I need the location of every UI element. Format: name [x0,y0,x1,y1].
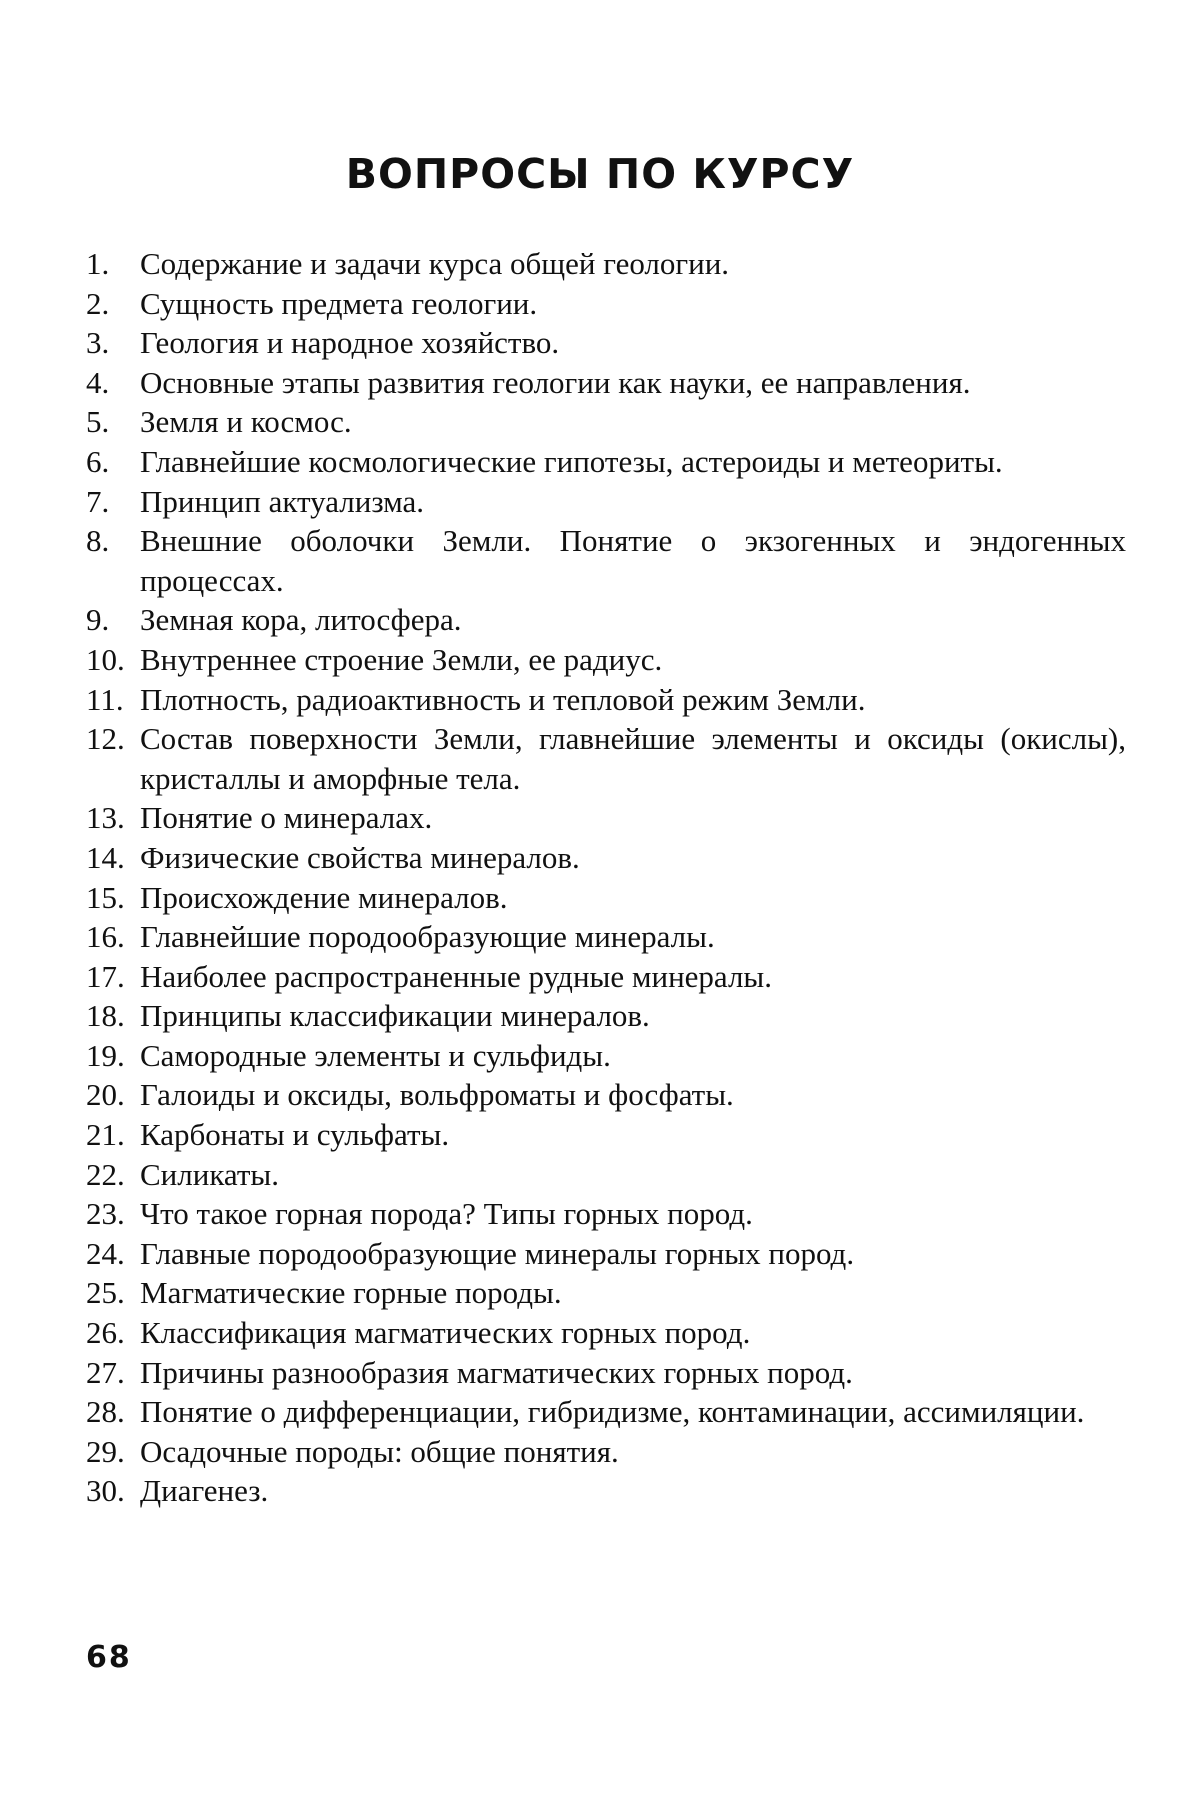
question-item [86,1313,1126,1353]
question-number: 25. [86,1275,125,1311]
question-text: Диагенез. [140,1473,269,1509]
question-item [86,1234,1126,1274]
question-number: 24. [86,1235,125,1271]
question-text: Понятие о минералах. [140,800,433,836]
question-item [86,244,1126,284]
question-number: 19. [86,1037,125,1073]
question-text: Основные этапы развития геологии как науки, ее направления. [140,364,971,400]
question-text: Происхождение минералов. [140,879,508,915]
question-number: 26. [86,1315,125,1351]
question-number: 13. [86,800,125,836]
question-text: Силикаты. [140,1156,280,1192]
question-text: Принципы классификации минералов. [140,998,650,1034]
question-text: Главные породообразующие минералы горных пород. [140,1235,855,1271]
question-number: 20. [86,1077,125,1113]
question-item [86,957,1126,997]
question-text: Наиболее распространенные рудные минералы. [140,958,773,994]
question-item [86,996,1126,1036]
question-item [86,442,1126,482]
question-text: Главнейшие породообразующие минералы. [140,919,715,955]
question-item [86,1194,1126,1234]
question-text: Магматические горные породы. [140,1275,562,1311]
question-number: 11. [86,681,124,717]
question-number: 17. [86,958,125,994]
question-item [86,680,1126,720]
question-number: 16. [86,919,125,955]
question-text: Внешние оболочки Земли. Понятие о экзогенных и эндогенных процессах. [140,523,1126,598]
question-item [86,363,1126,403]
question-number: 2. [86,285,110,321]
question-text: Главнейшие космологические гипотезы, астероиды и метеориты. [140,443,1003,479]
question-item [86,878,1126,918]
question-text: Внутреннее строение Земли, ее радиус. [140,641,663,677]
question-number: 14. [86,839,125,875]
question-item [86,1115,1126,1155]
page-title: ВОПРОСЫ ПО КУРСУ [345,150,855,198]
question-text: Состав поверхности Земли, главнейшие элементы и оксиды (окислы), кристаллы и аморфные тела. [140,721,1126,796]
question-item [86,1075,1126,1115]
question-number: 10. [86,641,125,677]
question-item [86,798,1126,838]
question-number: 9. [86,602,110,638]
question-item [86,1155,1126,1195]
question-number: 5. [86,404,110,440]
question-text: Карбонаты и сульфаты. [140,1117,450,1153]
question-item [86,482,1126,522]
question-text: Земля и космос. [140,404,352,440]
question-text: Плотность, радиоактивность и тепловой режим Земли. [140,681,866,717]
question-number: 15. [86,879,125,915]
question-item [86,1392,1126,1432]
question-text: Принцип актуализма. [140,483,425,519]
question-number: 27. [86,1354,125,1390]
question-number: 21. [86,1117,125,1153]
question-number: 7. [86,483,110,519]
question-item [86,1353,1126,1393]
question-text: Содержание и задачи курса общей геологии. [140,246,730,281]
question-number: 6. [86,443,110,479]
question-number: 23. [86,1196,125,1232]
question-text: Самородные элементы и сульфиды. [140,1037,611,1073]
question-number: 12. [86,721,125,757]
question-item [86,1273,1126,1313]
question-item [86,917,1126,957]
question-item [86,323,1126,363]
question-number: 18. [86,998,125,1034]
questions-list [86,244,1126,1511]
question-text: Понятие о дифференциации, гибридизме, контаминации, ассимиляции. [140,1394,1085,1430]
question-number: 22. [86,1156,125,1192]
question-number: 4. [86,364,110,400]
question-text: Классификация магматических горных пород. [140,1315,751,1351]
question-item [86,1432,1126,1472]
question-number: 8. [86,523,110,559]
question-item [86,838,1126,878]
question-item [86,402,1126,442]
page-number: 68 [86,1640,132,1675]
question-item [86,640,1126,680]
question-item [86,1471,1126,1511]
question-item [86,600,1126,640]
question-item [86,1036,1126,1076]
question-item [86,521,1126,600]
question-text: Что такое горная порода? Типы горных пород. [140,1196,753,1232]
question-text: Причины разнообразия магматических горных пород. [140,1354,853,1390]
question-text: Сущность предмета геологии. [140,285,538,321]
question-number: 3. [86,325,110,361]
question-number: 30. [86,1473,125,1509]
question-text: Земная кора, литосфера. [140,602,462,638]
question-text: Физические свойства минералов. [140,839,580,875]
question-number: 1. [86,246,110,281]
question-text: Геология и народное хозяйство. [140,325,560,361]
question-item [86,719,1126,798]
question-text: Осадочные породы: общие понятия. [140,1433,619,1469]
question-text: Галоиды и оксиды, вольфроматы и фосфаты. [140,1077,734,1113]
question-item [86,284,1126,324]
question-number: 29. [86,1433,125,1469]
question-number: 28. [86,1394,125,1430]
